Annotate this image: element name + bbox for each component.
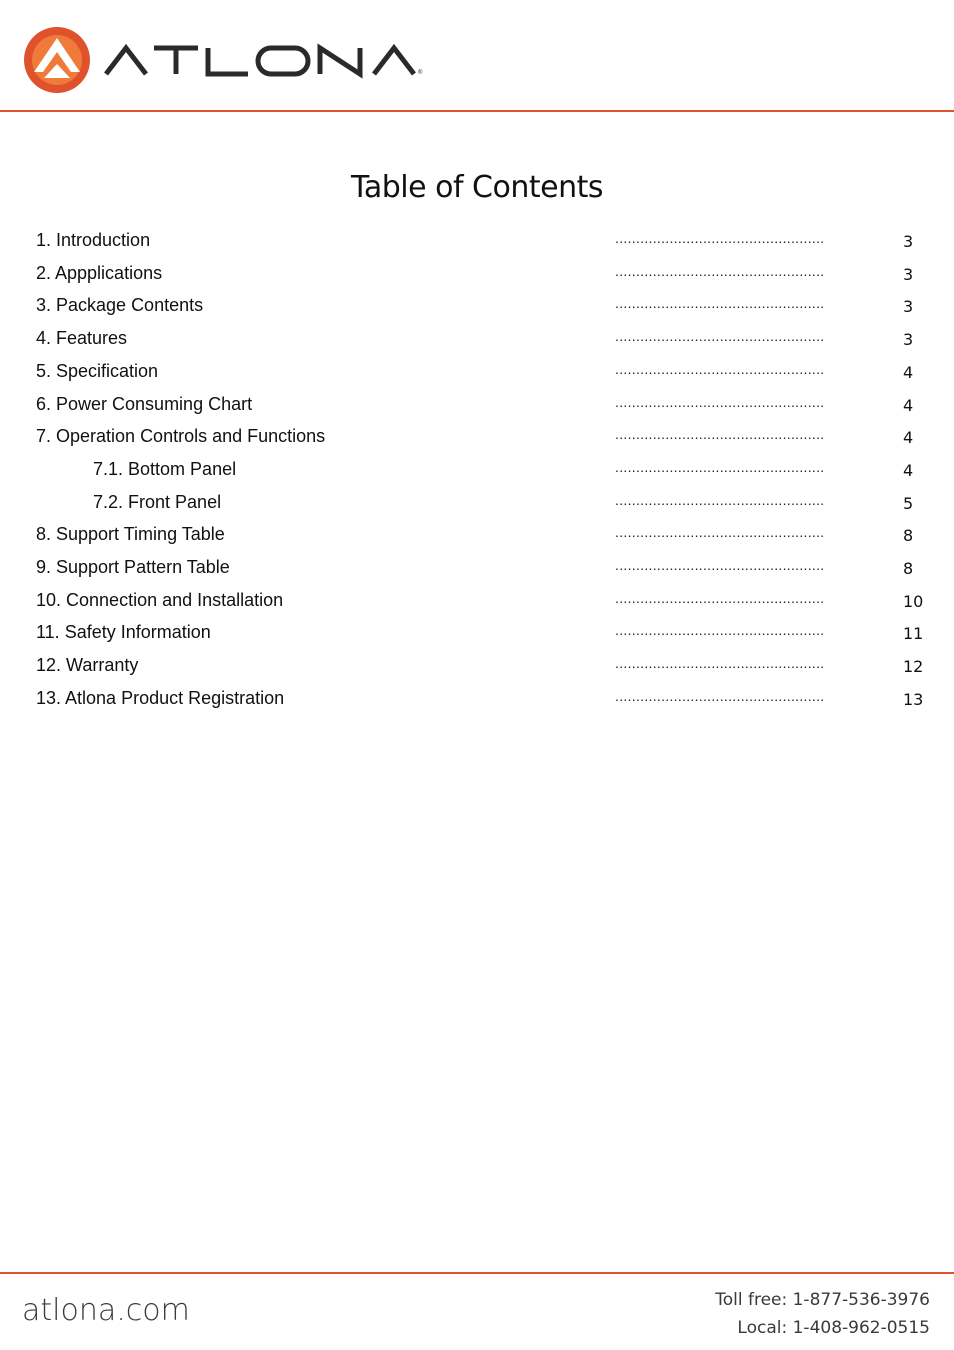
toc-entry-page: 4 <box>903 460 914 480</box>
toc-entry-label: 3. Package Contents <box>36 295 204 316</box>
local-number: Local: 1-408-962-0515 <box>737 1318 930 1338</box>
toc-entry[interactable] <box>0 322 954 354</box>
toc-leader-dots: .................................................. <box>615 491 825 508</box>
atlona-a-icon <box>24 27 90 93</box>
toc-entry-label: 8. Support Timing Table <box>36 524 225 545</box>
toc-entry-page: 8 <box>903 559 914 578</box>
toc-entry[interactable] <box>0 649 954 681</box>
toc-entry[interactable] <box>0 682 954 714</box>
toll-free-number: Toll free: 1-877-536-3976 <box>715 1290 930 1310</box>
toc-entry-page: 10 <box>903 591 924 611</box>
toc-entry-label: 7.1. Bottom Panel <box>93 458 237 479</box>
toc-entry-label: 10. Connection and Installation <box>36 589 284 610</box>
toc-leader-dots: .................................................. <box>615 230 825 246</box>
toc-entry[interactable] <box>0 388 954 420</box>
toc-leader-dots: .................................................. <box>615 687 825 704</box>
toc-entry-page: 3 <box>903 297 914 317</box>
atlona-logo <box>22 24 442 96</box>
toc-leader-dots: .................................................. <box>615 589 825 606</box>
toc-entry-page: 12 <box>903 657 924 677</box>
toc-entry[interactable] <box>0 616 954 648</box>
toc-entry-label: 6. Power Consuming Chart <box>36 393 253 414</box>
toc-leader-dots: .................................................. <box>615 262 825 279</box>
toc-leader-dots: .................................................. <box>615 426 825 443</box>
toc-entry-label: 4. Features <box>36 328 128 349</box>
page-header <box>0 0 954 112</box>
toc-leader-dots: .................................................. <box>615 393 825 410</box>
toc-entry-page: 4 <box>903 362 914 382</box>
footer-divider <box>0 1272 954 1274</box>
footer-website[interactable]: atlona.com <box>22 1293 190 1328</box>
toc-entry[interactable] <box>0 486 954 518</box>
toc-entry-page: 4 <box>903 428 914 448</box>
toc-entry-page: 4 <box>903 395 914 415</box>
toc-entry-page: 3 <box>903 232 914 251</box>
toc-entry-label: 2. Appplications <box>36 262 163 283</box>
toc-entry-page: 11 <box>903 624 924 644</box>
toc-entry[interactable] <box>0 257 954 289</box>
toc-leader-dots: .................................................. <box>615 524 825 541</box>
svg-text:®: ® <box>418 70 423 76</box>
toc-entry-page: 3 <box>903 330 914 350</box>
toc-entry-page: 5 <box>903 493 914 513</box>
toc-entry-label: 12. Warranty <box>36 655 139 676</box>
toc-entry-label: 7.2. Front Panel <box>93 491 222 512</box>
toc-leader-dots: .................................................. <box>615 557 825 573</box>
toc-entry[interactable] <box>0 224 954 256</box>
toc-entry-label: 7. Operation Controls and Functions <box>36 426 326 447</box>
toc-entry-label: 13. Atlona Product Registration <box>36 687 285 708</box>
footer-contact <box>715 1286 930 1342</box>
toc-entry[interactable] <box>0 518 954 550</box>
toc-leader-dots: .................................................. <box>615 622 825 639</box>
page-title: Table of Contents <box>350 170 603 205</box>
toc-entry-page: 3 <box>903 264 914 284</box>
toc-entry[interactable] <box>0 551 954 583</box>
toc-entry[interactable] <box>0 420 954 452</box>
toc-entry[interactable] <box>0 289 954 321</box>
toc-entry[interactable] <box>0 584 954 616</box>
toc-entry-label: 9. Support Pattern Table <box>36 557 230 577</box>
toc-entry[interactable] <box>0 355 954 387</box>
toc-entry[interactable] <box>0 453 954 485</box>
toc-entry-page: 13 <box>903 689 924 709</box>
toc-entry-label: 11. Safety Information <box>36 622 211 643</box>
toc-entry-label: 1. Introduction <box>36 230 151 250</box>
header-divider <box>0 110 954 112</box>
toc-leader-dots: .................................................. <box>615 655 825 672</box>
toc-leader-dots: .................................................. <box>615 328 825 345</box>
toc-leader-dots: .................................................. <box>615 360 825 377</box>
toc-leader-dots: .................................................. <box>615 295 825 312</box>
toc-leader-dots: .................................................. <box>615 458 825 475</box>
toc-entry-label: 5. Specification <box>36 360 159 381</box>
toc-entry-page: 8 <box>903 526 914 546</box>
